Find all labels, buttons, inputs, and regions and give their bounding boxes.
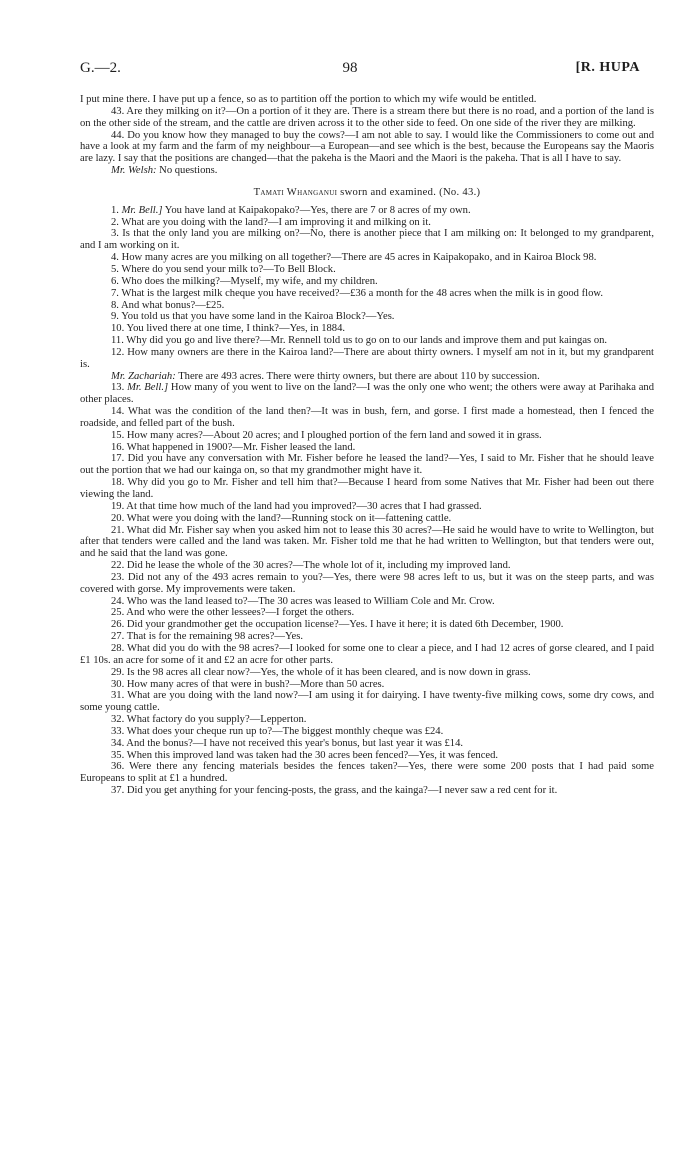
paragraph: 8. And what bonus?—£25. bbox=[111, 299, 225, 311]
paragraph: 17. Did you have any conversation with Mr. Fisher before he leased the land?—Yes, I said to Mr. Fisher that he should leave out the portion that we had our kainga on, so that my grandmother might have it. bbox=[80, 453, 654, 477]
paragraph: 20. What were you doing with the land?—Running stock on it—fattening cattle. bbox=[111, 512, 452, 524]
question-number: 13. bbox=[111, 382, 128, 394]
question-text: You have land at Kaipakopako?—Yes, there are 7 or 8 acres of my own. bbox=[162, 204, 471, 216]
witness-name: Tamati Whanganui bbox=[253, 186, 338, 198]
questions-group-a bbox=[80, 217, 654, 371]
speaker-label: Mr. Welsh: bbox=[111, 165, 157, 177]
paragraph: 3. Is that the only land you are milking on?—No, there is another piece that I am milking on: It belonged to my grandparent, and I am working on it. bbox=[80, 228, 654, 252]
page-body bbox=[80, 94, 654, 797]
question-13 bbox=[80, 382, 654, 406]
paragraphs-before bbox=[80, 94, 654, 165]
paragraph: 23. Did not any of the 493 acres remain to you?—Yes, there were 98 acres left to us, but it was on the steep parts, and was covered with gorse. My improvements were taken. bbox=[80, 571, 654, 595]
zachariah-remark bbox=[80, 371, 654, 383]
paragraph: 14. What was the condition of the land then?—It was in bush, fern, and gorse. I first made a homestead, then I fenced the roadside, and felled part of the bush. bbox=[80, 406, 654, 429]
paragraph: 16. What happened in 1900?—Mr. Fisher leased the land. bbox=[111, 441, 356, 453]
paragraph: 31. What are you doing with the land now?—I am using it for dairying. I have twenty-five milking cows, some dry cows, and some young cattle. bbox=[80, 690, 654, 714]
paragraph: 5. Where do you send your milk to?—To Bell Block. bbox=[111, 263, 336, 275]
remark-text: There are 493 acres. There were thirty owners, but there are about 110 by succession. bbox=[175, 370, 540, 382]
paragraph: 33. What does your cheque run up to?—The biggest monthly cheque was £24. bbox=[111, 725, 444, 737]
speaker-label: Mr. Zachariah: bbox=[111, 370, 176, 382]
paragraph: 35. When this improved land was taken had the 30 acres been fenced?—Yes, it was fenced. bbox=[111, 749, 499, 761]
paragraph: 30. How many acres of that were in bush?—More than 50 acres. bbox=[111, 678, 385, 690]
paragraph: 10. You lived there at one time, I think?—Yes, in 1884. bbox=[111, 323, 346, 335]
remark-text: No questions. bbox=[156, 165, 218, 177]
witness-heading-rest: sworn and examined. (No. 43.) bbox=[337, 186, 481, 198]
paragraph: 29. Is the 98 acres all clear now?—Yes, the whole of it has been cleared, and is now down in grass. bbox=[111, 666, 531, 678]
paragraph: 25. And who were the other lessees?—I forget the others. bbox=[111, 607, 355, 619]
questions-group-b bbox=[80, 406, 654, 797]
question-text: How many of you went to live on the land?—I was the only one who went; the others were away at Parihaka and other places. bbox=[80, 382, 654, 406]
paragraph: 43. Are they milking on it?—On a portion of it they are. There is a stream there but there is no road, and a portion of the land is on the other side of the stream, and the cattle are driven across it to the other side to feed. On one side of the river they are milking. bbox=[80, 105, 654, 129]
paragraph: 9. You told us that you have some land in the Kairoa Block?—Yes. bbox=[111, 311, 395, 323]
welsh-remark bbox=[80, 165, 654, 177]
paragraph: 15. How many acres?—About 20 acres; and I ploughed portion of the fern land and sowed it in grass. bbox=[111, 429, 542, 441]
paragraph: 4. How many acres are you milking on all together?—There are 45 acres in Kaipakopako, and in Kairoa Block 98. bbox=[111, 252, 597, 264]
speaker-label: Mr. Bell.] bbox=[121, 204, 163, 216]
page-number: 98 bbox=[342, 60, 358, 76]
paragraph: 22. Did he lease the whole of the 30 acres?—The whole lot of it, including my improved land. bbox=[111, 560, 511, 572]
paragraph: 7. What is the largest milk cheque you have received?—£36 a month for the 48 acres when the milk is in good flow. bbox=[111, 287, 603, 299]
question-1 bbox=[80, 205, 654, 217]
paragraph: 19. At that time how much of the land had you improved?—30 acres that I had grassed. bbox=[111, 500, 482, 512]
paragraph: 26. Did your grandmother get the occupation license?—Yes. I have it here; it is dated 6th December, 1900. bbox=[111, 619, 564, 631]
paragraph: I put mine there. I have put up a fence, so as to partition off the portion to which my wife would be entitled. bbox=[80, 94, 537, 105]
paragraph: 24. Who was the land leased to?—The 30 acres was leased to William Cole and Mr. Crow. bbox=[111, 595, 495, 607]
page-header bbox=[0, 60, 700, 80]
paragraph: 6. Who does the milking?—Myself, my wife, and my children. bbox=[111, 275, 378, 287]
document-reference: G.—2. bbox=[80, 60, 121, 76]
speaker-label: Mr. Bell.] bbox=[127, 382, 169, 394]
paragraph: 18. Why did you go to Mr. Fisher and tell him that?—Because I heard from some Natives that Mr. Fisher had been out there viewing the land. bbox=[80, 477, 654, 500]
paragraph: 44. Do you know how they managed to buy the cows?—I am not able to say. I would like the Commissioners to come out and have a look at my farm and the farm of my neighbour—a European—and see which is the best, because the Europeans say the Maoris are lazy. I say that the positions are changed—that the pakeha is the Maori and the Maori is the pakeha. That is all I have to say. bbox=[80, 129, 654, 165]
paragraph: 11. Why did you go and live there?—Mr. Rennell told us to go on to our lands and improve them and put kaingas on. bbox=[111, 335, 608, 347]
paragraph: 34. And the bonus?—I have not received this year's bonus, but last year it was £14. bbox=[111, 737, 464, 749]
paragraph: 32. What factory do you supply?—Lepperton. bbox=[111, 714, 307, 726]
paragraph: 21. What did Mr. Fisher say when you asked him not to lease this 30 acres?—He said he would have to write to Wellington, but after that tenders were called and the land was taken. Mr. Fisher told me that he had written to Wellington, but that tenders were out, and he said that the land was gone. bbox=[80, 524, 654, 560]
paragraph: 2. What are you doing with the land?—I am improving it and milking on it. bbox=[111, 216, 431, 228]
paragraph: 27. That is for the remaining 98 acres?—Yes. bbox=[111, 631, 304, 643]
paragraph: 37. Did you get anything for your fencing-posts, the grass, and the kainga?—I never saw a red cent for it. bbox=[111, 785, 558, 797]
paragraph: 12. How many owners are there in the Kairoa land?—There are about thirty owners. I myself am not in it, but my grandparent is. bbox=[80, 346, 654, 370]
witness-section-label: [R. HUPA bbox=[575, 60, 640, 75]
witness-heading bbox=[80, 187, 654, 199]
question-number: 1. bbox=[111, 204, 122, 216]
paragraph: 36. Were there any fencing materials besides the fences taken?—Yes, there were some 200 posts that I had paid some Europeans to split at £1 a hundred. bbox=[80, 761, 654, 785]
paragraph: 28. What did you do with the 98 acres?—I looked for some one to clear a piece, and I had 12 acres of gorse cleared, and I paid £1 10s. an acre for some of it and £2 an acre for other parts. bbox=[80, 642, 654, 666]
